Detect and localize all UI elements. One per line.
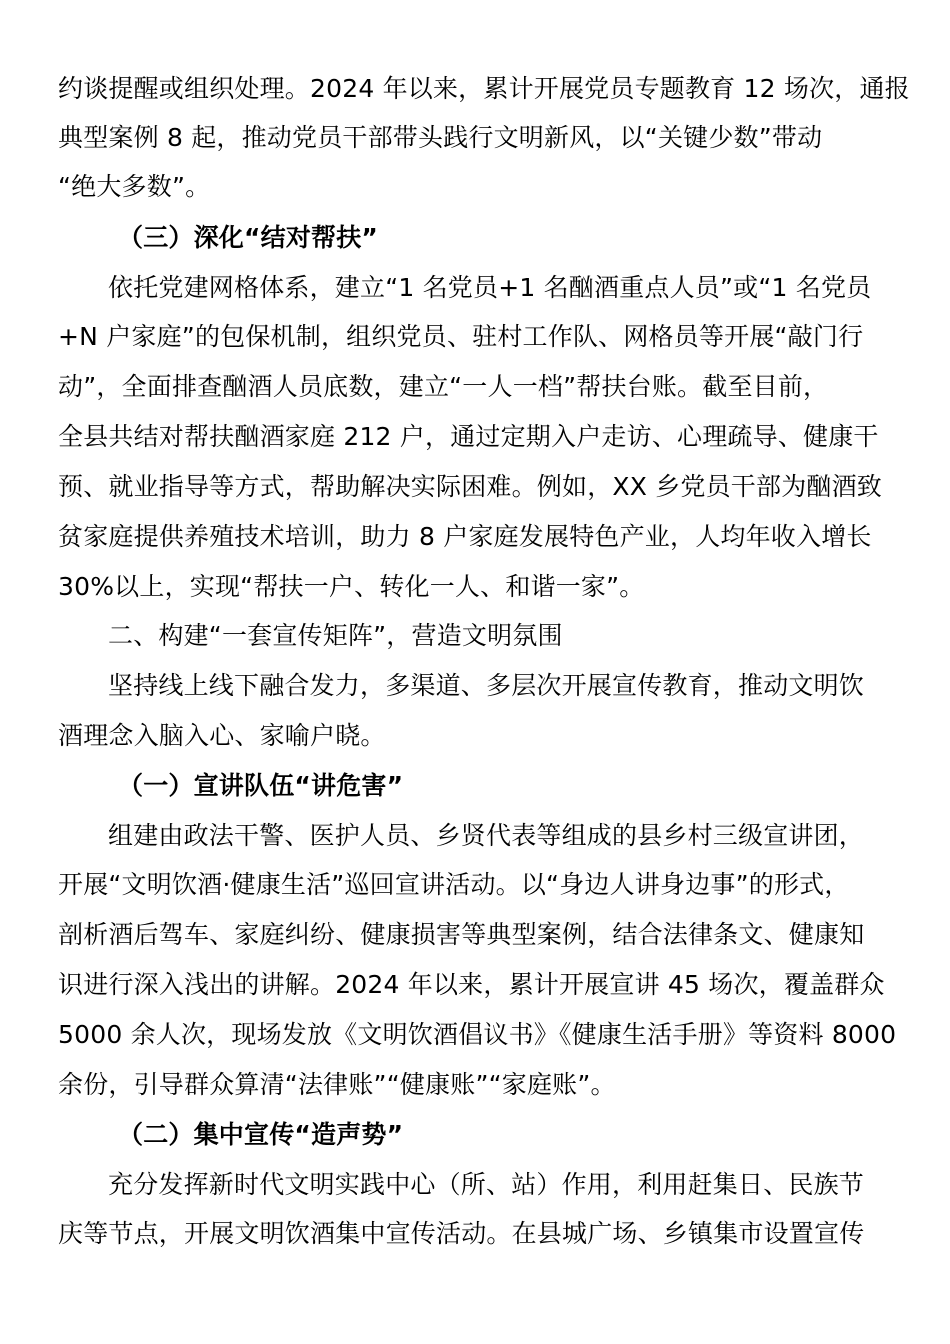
section-heading-1: （一）宣讲队伍“讲危害” [118,771,404,800]
paragraph-line: 庆等节点，开展文明饮酒集中宣传活动。在县城广场、乡镇集市设置宣传 [58,1219,865,1248]
paragraph-line: 开展“文明饮酒·健康生活”巡回宣讲活动。以“身边人讲身边事”的形式， [58,870,850,899]
paragraph-line: 典型案例 8 起，推动党员干部带头践行文明新风，以“关键少数”带动 [58,123,823,152]
paragraph-line: 酒理念入脑入心、家喻户晓。 [58,721,386,750]
section-heading-3: （三）深化“结对帮扶” [118,223,379,252]
paragraph-line: 预、就业指导等方式，帮助解决实际困难。例如，XX 乡党员干部为酗酒致 [58,472,883,501]
paragraph-line: +N 户家庭”的包保机制，组织党员、驻村工作队、网格员等开展“敲门行 [58,322,864,351]
paragraph-line: 余份，引导群众算清“法律账”“健康账”“家庭账”。 [58,1070,616,1099]
paragraph-line: 约谈提醒或组织处理。2024 年以来，累计开展党员专题教育 12 场次，通报 [58,74,910,103]
paragraph-line: 贫家庭提供养殖技术培训，助力 8 户家庭发展特色产业，人均年收入增长 [58,522,872,551]
paragraph-line: 坚持线上线下融合发力，多渠道、多层次开展宣传教育，推动文明饮 [108,671,865,700]
section-heading-2: 二、构建“一套宣传矩阵”，营造文明氛围 [108,621,563,650]
paragraph-line: 组建由政法干警、医护人员、乡贤代表等组成的县乡村三级宣讲团， [108,821,865,850]
paragraph-line: 充分发挥新时代文明实践中心（所、站）作用，利用赶集日、民族节 [108,1170,865,1199]
paragraph-line: 30%以上，实现“帮扶一户、转化一人、和谐一家”。 [58,572,645,601]
paragraph-line: 依托党建网格体系，建立“1 名党员+1 名酗酒重点人员”或“1 名党员 [108,273,872,302]
paragraph-line: 全县共结对帮扶酗酒家庭 212 户，通过定期入户走访、心理疏导、健康干 [58,422,879,451]
section-heading-2b: （二）集中宣传“造声势” [118,1120,404,1149]
paragraph-line: “绝大多数”。 [58,172,211,201]
paragraph-line: 动”，全面排查酗酒人员底数，建立“一人一档”帮扶台账。截至目前， [58,372,829,401]
paragraph-line: 识进行深入浅出的讲解。2024 年以来，累计开展宣讲 45 场次，覆盖群众 [58,970,885,999]
paragraph-line: 5000 余人次，现场发放《文明饮酒倡议书》《健康生活手册》等资料 8000 [58,1020,897,1049]
paragraph-line: 剖析酒后驾车、家庭纠纷、健康损害等典型案例，结合法律条文、健康知 [58,920,865,949]
